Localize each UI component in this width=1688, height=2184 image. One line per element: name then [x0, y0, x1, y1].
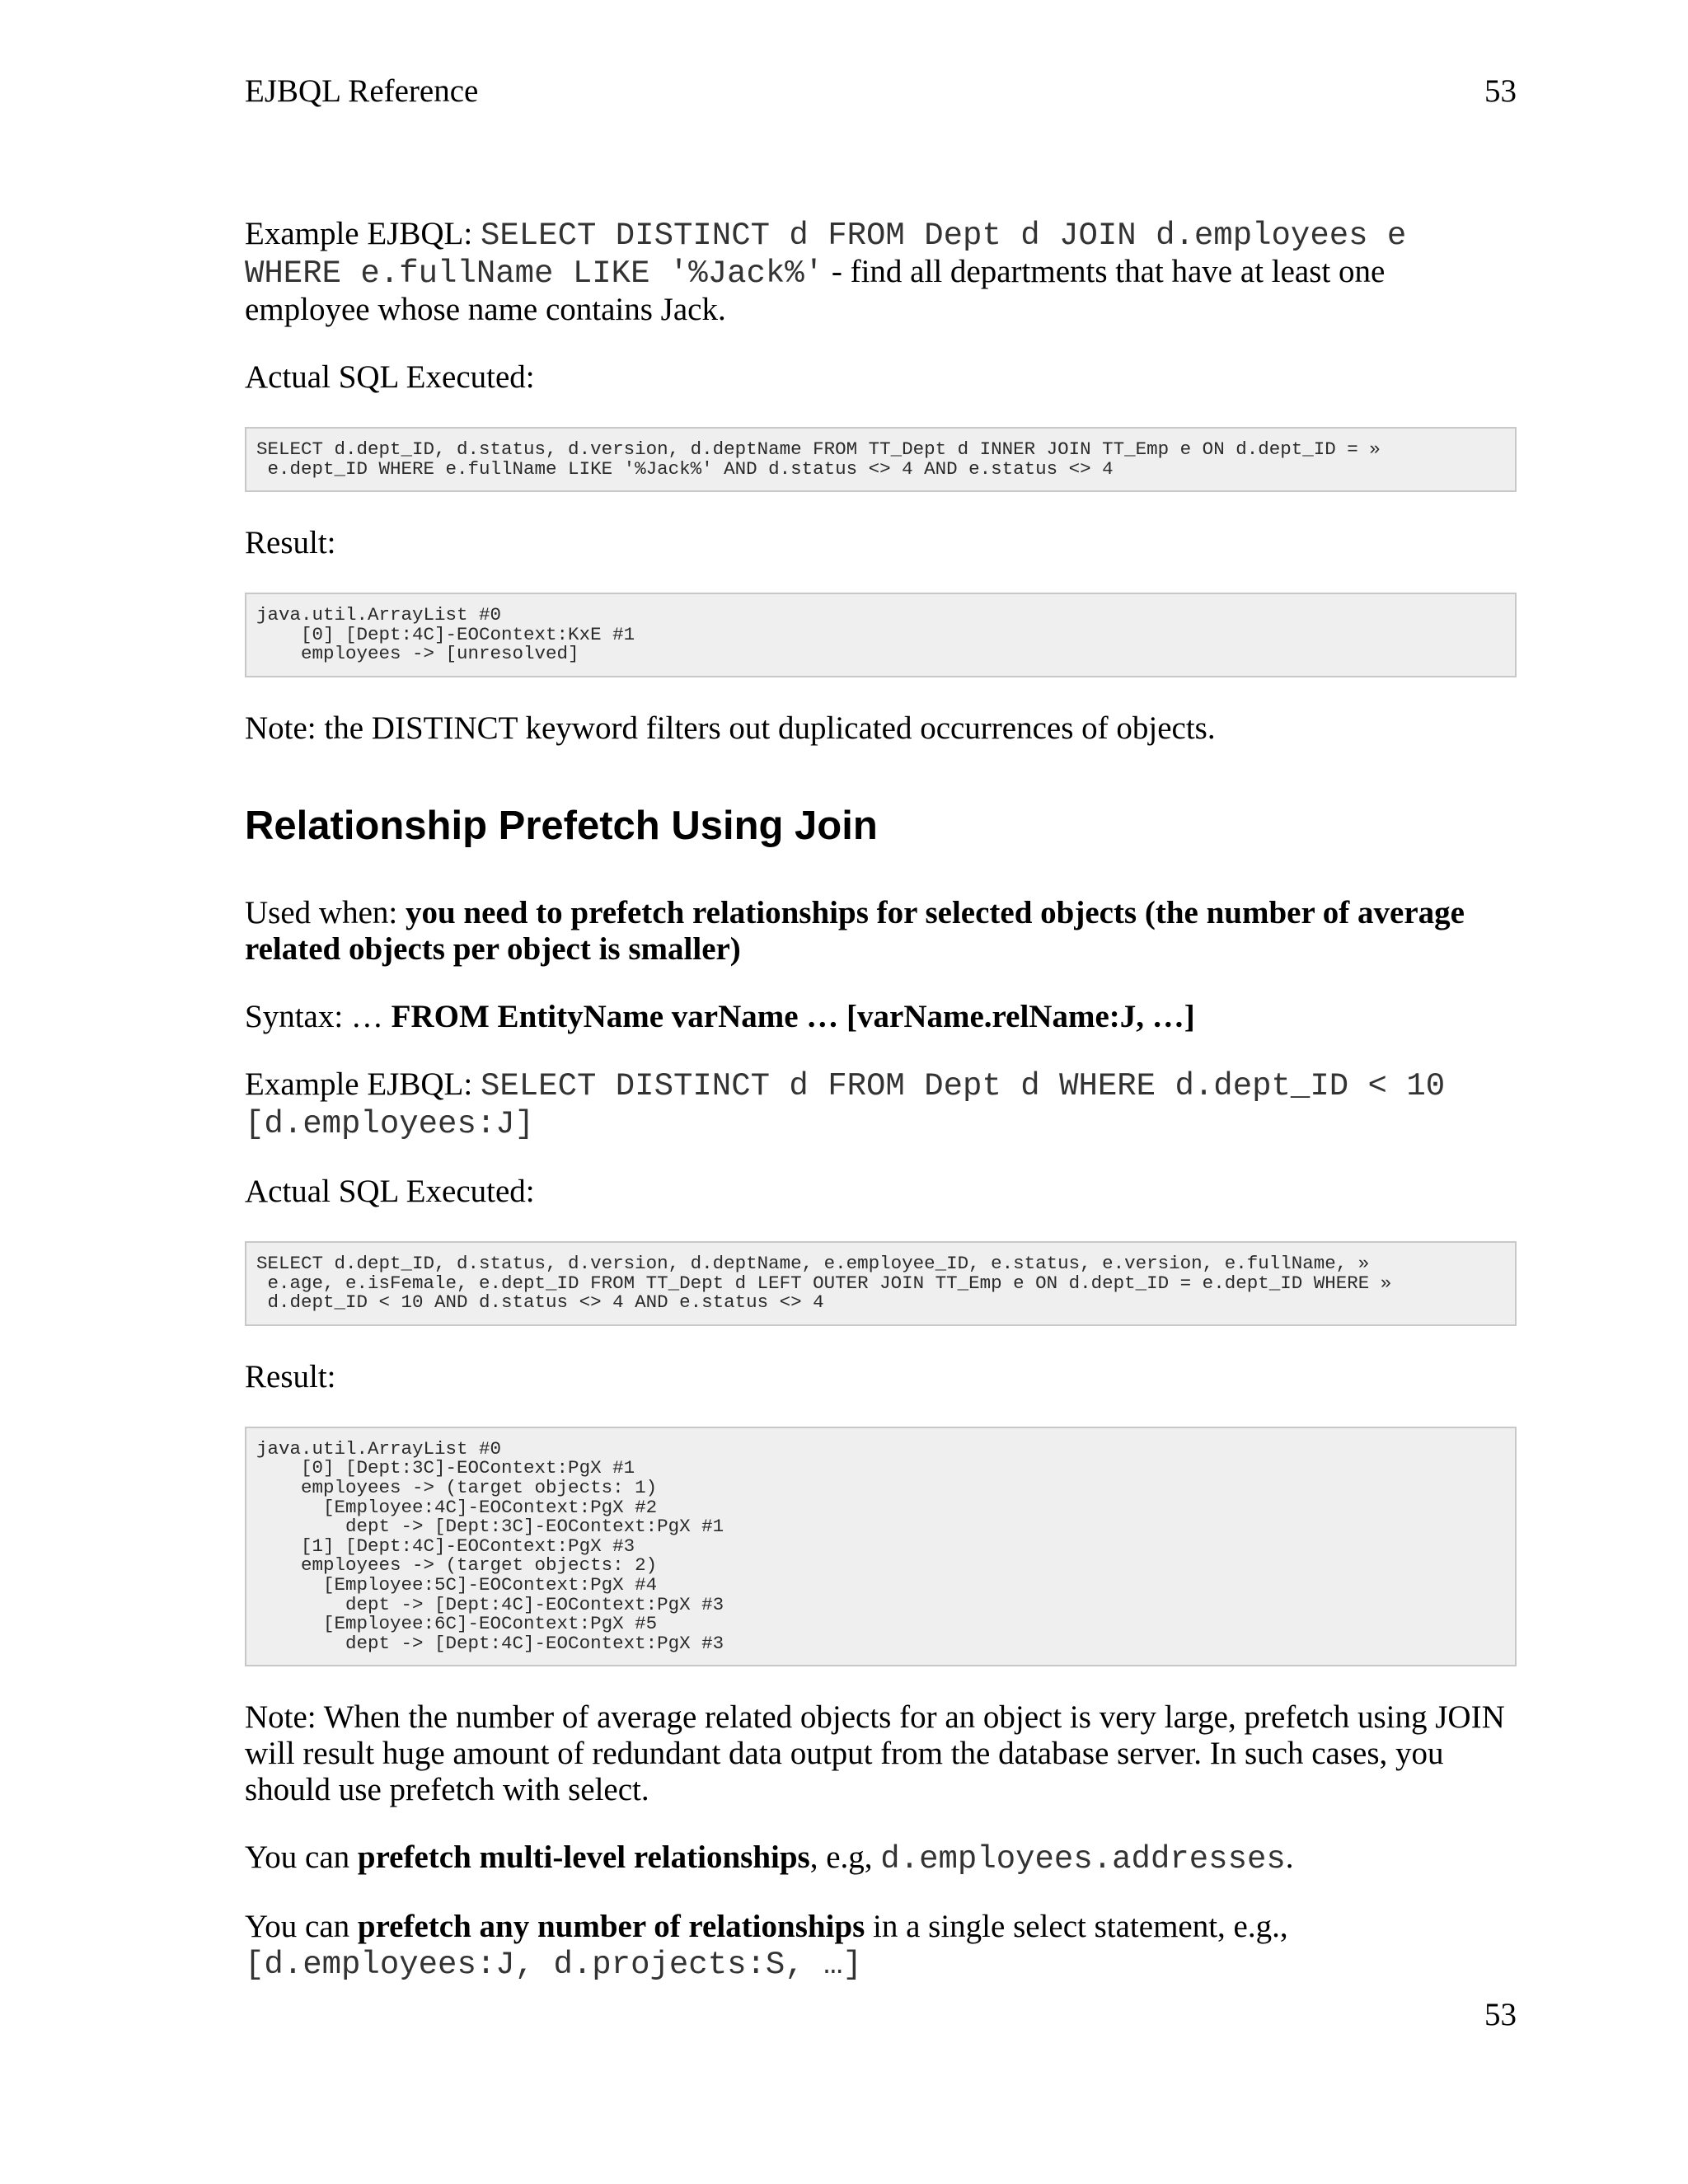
any-number-code: [d.employees:J, d.projects:S, …]	[245, 1947, 862, 1984]
code-line: [1] [Dept:4C]-EOContext:PgX #3	[256, 1535, 635, 1557]
header-page-number: 53	[1484, 73, 1517, 109]
footer-page-number: 53	[1484, 1997, 1517, 2032]
syntax-text: FROM EntityName varName … [varName.relName:J, …]	[391, 998, 1195, 1034]
text-span: .	[1285, 1840, 1294, 1876]
example-description: - find all departments that have at least one employee whose name contains Jack.	[245, 254, 1386, 327]
example-ejbql-paragraph-2	[245, 1066, 1517, 1142]
result-code-block	[245, 593, 1517, 677]
code-line: employees -> (target objects: 1)	[256, 1476, 658, 1498]
code-line: employees -> (target objects: 2)	[256, 1554, 658, 1577]
sql-code-block-2	[245, 1241, 1517, 1326]
page-content	[245, 216, 1517, 2014]
example-code: SELECT DISTINCT d FROM Dept d JOIN d.employees e WHERE e.fullName LIKE '%Jack%'	[245, 218, 1407, 292]
code-line: [Employee:4C]-EOContext:PgX #2	[256, 1496, 658, 1518]
code-line: java.util.ArrayList #0	[256, 604, 502, 626]
text-span: in a single select statement, e.g.,	[865, 1909, 1288, 1945]
sql-label: Actual SQL Executed:	[245, 1173, 535, 1209]
code-line: [Employee:5C]-EOContext:PgX #4	[256, 1573, 658, 1596]
code-line: e.dept_ID WHERE e.fullName LIKE '%Jack%' AND d.status <> 4 AND e.status <> 4	[256, 457, 1114, 480]
result-label: Result:	[245, 525, 336, 561]
code-line: java.util.ArrayList #0	[256, 1437, 502, 1460]
any-number-paragraph	[245, 1909, 1517, 1983]
example-label: Example EJBQL:	[245, 216, 481, 251]
result-label: Result:	[245, 1358, 336, 1394]
used-when-text: you need to prefetch relationships for selected objects (the number of average related objects per object is smaller)	[245, 894, 1465, 967]
section-heading: Relationship Prefetch Using Join	[245, 803, 878, 848]
code-line: SELECT d.dept_ID, d.status, d.version, d.deptName FROM TT_Dept d INNER JOIN TT_Emp e ON d.dept_ID = »	[256, 438, 1381, 460]
used-when-label: Used when:	[245, 894, 406, 930]
sql-code-block	[245, 427, 1517, 492]
code-line: employees -> [unresolved]	[256, 643, 579, 665]
code-line: [Employee:6C]-EOContext:PgX #5	[256, 1613, 658, 1635]
result-code-block-2	[245, 1427, 1517, 1667]
syntax-paragraph	[245, 999, 1517, 1035]
used-when-paragraph	[245, 895, 1517, 968]
text-span: You can	[245, 1840, 358, 1876]
code-line: e.age, e.isFemale, e.dept_ID FROM TT_Dept d LEFT OUTER JOIN TT_Emp e ON d.dept_ID = e.dept_ID WHERE »	[256, 1272, 1392, 1294]
text-span: You can	[245, 1909, 358, 1945]
distinct-note: Note: the DISTINCT keyword filters out duplicated occurrences of objects.	[245, 710, 1216, 746]
code-line: dept -> [Dept:4C]-EOContext:PgX #3	[256, 1593, 724, 1615]
text-span: , e.g,	[809, 1840, 881, 1876]
code-line: dept -> [Dept:4C]-EOContext:PgX #3	[256, 1632, 724, 1654]
code-line: SELECT d.dept_ID, d.status, d.version, d.deptName, e.employee_ID, e.status, e.version, e.fullName, »	[256, 1252, 1370, 1274]
example-code: SELECT DISTINCT d FROM Dept d WHERE d.dept_ID < 10 [d.employees:J]	[245, 1067, 1446, 1142]
code-line: d.dept_ID < 10 AND d.status <> 4 AND e.status <> 4	[256, 1291, 824, 1314]
code-line: [0] [Dept:3C]-EOContext:PgX #1	[256, 1457, 635, 1479]
any-number-bold: prefetch any number of relationships	[357, 1909, 865, 1945]
example-ejbql-paragraph	[245, 216, 1517, 328]
running-header-title: EJBQL Reference	[245, 73, 479, 109]
multi-level-code: d.employees.addresses	[880, 1841, 1286, 1878]
syntax-label: Syntax: …	[245, 998, 392, 1034]
multi-level-bold: prefetch multi-level relationships	[357, 1840, 810, 1876]
multi-level-paragraph	[245, 1840, 1517, 1877]
example-label: Example EJBQL:	[245, 1066, 481, 1102]
join-note: Note: When the number of average related objects for an object is very large, prefetch using JOIN will result huge amount of redundant data output from the database server. In such cases, you should use prefetch with select.	[245, 1699, 1505, 1808]
code-line: dept -> [Dept:3C]-EOContext:PgX #1	[256, 1516, 724, 1538]
code-line: [0] [Dept:4C]-EOContext:KxE #1	[256, 623, 635, 645]
sql-label: Actual SQL Executed:	[245, 359, 535, 395]
